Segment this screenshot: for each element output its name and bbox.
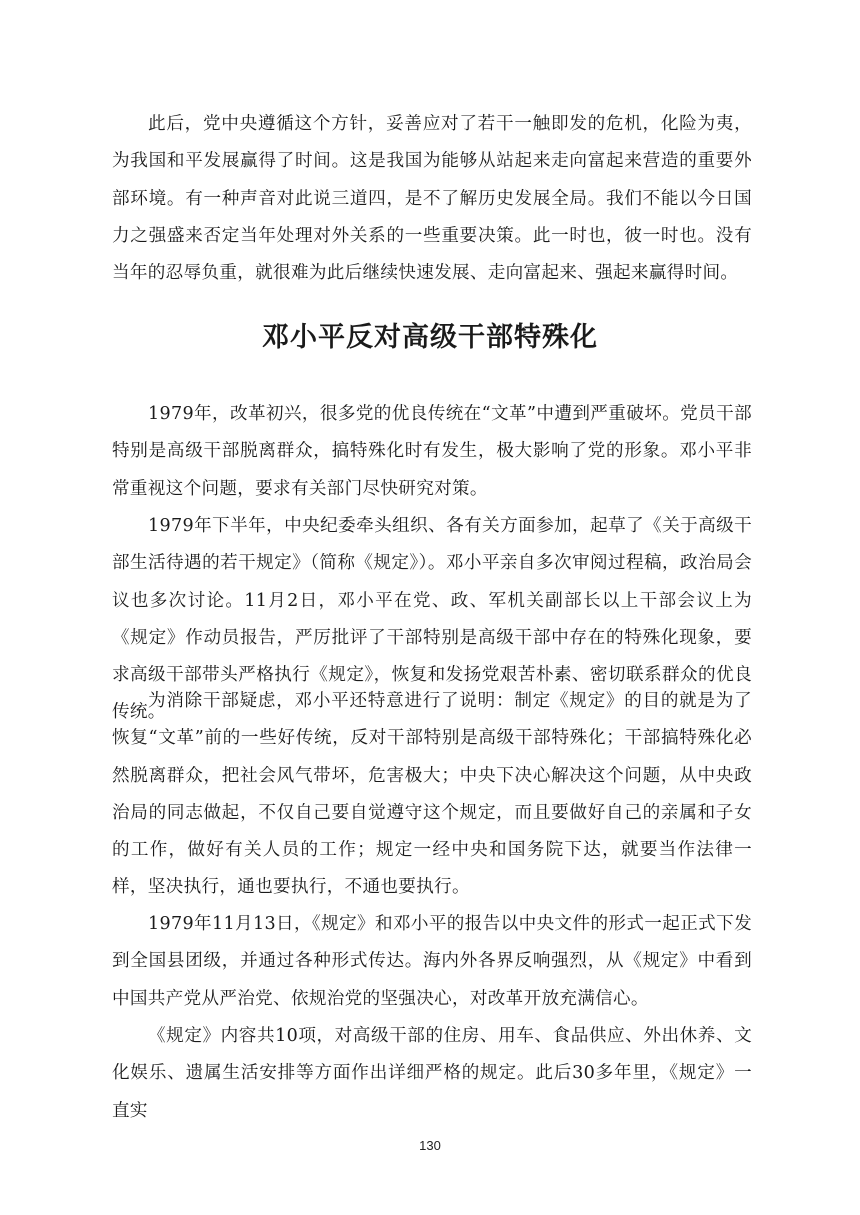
intro-paragraph: 此后，党中央遵循这个方针，妥善应对了若干一触即发的危机，化险为夷，为我国和平发展赢得了时间。这是我国为能够从站起来走向富起来营造的重要外部环境。有一种声音对此说三道四，是不了解历史发展全局。我们不能以今日国力之强盛来否定当年处理对外关系的一些重要决策。此一时也，彼一时也。没有当年的忍辱负重，就很难为此后继续快速发展、走向富起来、强起来赢得时间。 <box>112 114 752 284</box>
body-paragraph-2: 1979年下半年，中央纪委牵头组织、各有关方面参加，起草了《关于高级干部生活待遇的若干规定》（简称《规定》）。邓小平亲自多次审阅过程稿，政治局会议也多次讨论。11月2日，邓小平在党、政、军机关副部长以上干部会议上为《规定》作动员报告，严厉批评了干部特别是高级干部中存在的特殊化现象，要求高级干部带头严格执行《规定》，恢复和发扬党艰苦朴素、密切联系群众的优良传统。 <box>112 516 752 723</box>
page-number: 130 <box>419 1138 441 1153</box>
section-title: 邓小平反对高级干部特殊化 <box>262 322 598 353</box>
body-paragraph-1: 1979年，改革初兴，很多党的优良传统在“文革”中遭到严重破坏。党员干部特别是高级干部脱离群众，搞特殊化时有发生，极大影响了党的形象。邓小平非常重视这个问题，要求有关部门尽快研究对策。 <box>112 404 752 499</box>
body-paragraph-5: 《规定》内容共10项，对高级干部的住房、用车、食品供应、外出休养、文化娱乐、遗属生活安排等方面作出详细严格的规定。此后30多年里，《规定》一直实 <box>112 1026 752 1121</box>
body-paragraph-4: 1979年11月13日，《规定》和邓小平的报告以中央文件的形式一起正式下发到全国县团级，并通过各种形式传达。海内外各界反响强烈，从《规定》中看到中国共产党从严治党、依规治党的坚强决心，对改革开放充满信心。 <box>112 914 752 1009</box>
body-paragraph-3: 为消除干部疑虑，邓小平还特意进行了说明：制定《规定》的目的就是为了恢复“文革”前的一些好传统，反对干部特别是高级干部特殊化；干部搞特殊化必然脱离群众，把社会风气带坏，危害极大；中央下决心解决这个问题，从中央政治局的同志做起，不仅自己要自觉遵守这个规定，而且要做好自己的亲属和子女的工作，做好有关人员的工作；规定一经中央和国务院下达，就要当作法律一样，坚决执行，通也要执行，不通也要执行。 <box>112 691 752 898</box>
